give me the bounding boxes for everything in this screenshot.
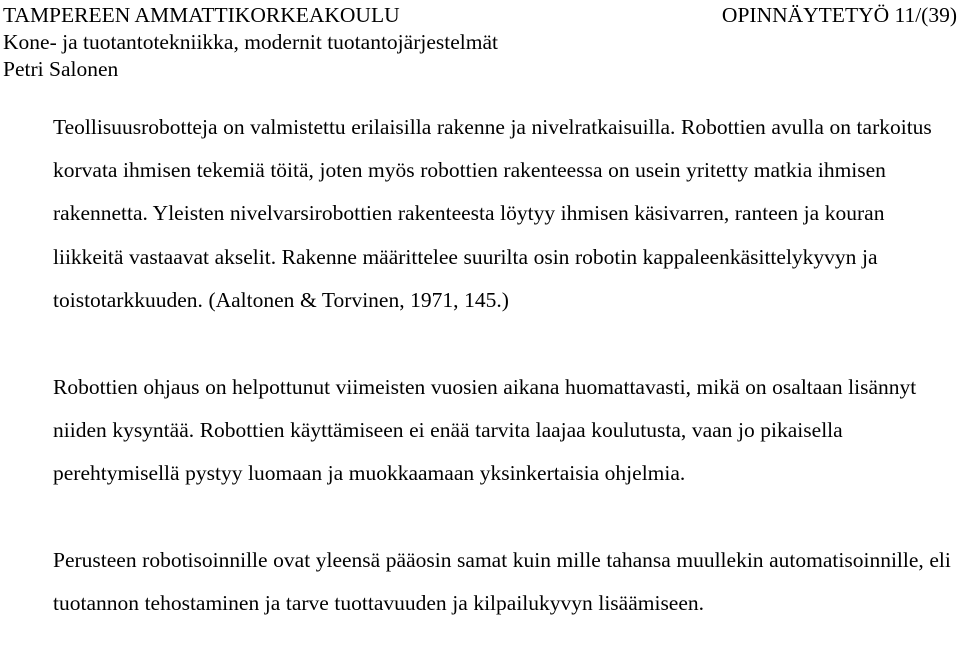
- page-header: [3, 2, 957, 83]
- paragraph-3: Perusteen robotisoinnille ovat yleensä pääosin samat kuin mille tahansa muullekin automatisoinnille, eli tuotannon tehostaminen ja tarve tuottavuuden ja kilpailukyvyn lisäämiseen.: [53, 547, 951, 615]
- program-name: Kone- ja tuotantotekniikka, modernit tuotantojärjestelmät: [3, 30, 498, 54]
- author-name: Petri Salonen: [3, 57, 119, 81]
- page-info: OPINNÄYTETYÖ 11/(39): [721, 3, 957, 27]
- paragraph-1: Teollisuusrobotteja on valmistettu erilaisilla rakenne ja nivelratkaisuilla. Robottien avulla on tarkoitus korvata ihmisen tekemiä töitä, joten myös robottien rakenteessa on usein yritetty matkia ihmisen rakennetta. Yleisten nivelvarsirobottien rakenteesta löytyy ihmisen käsivarren, ranteen ja kouran liikkeitä vastaavat akselit. Rakenne määrittelee suurilta osin robotin kappaleenkäsittelykyvyn ja toistotarkkuuden. (Aaltonen & Torvinen, 1971, 145.): [53, 115, 932, 312]
- document-body: [53, 106, 958, 625]
- header-top-row: [3, 2, 957, 29]
- paragraph-2: Robottien ohjaus on helpottunut viimeisten vuosien aikana huomattavasti, mikä on osaltaan lisännyt niiden kysyntää. Robottien käyttämiseen ei enää tarvita laajaa koulutusta, vaan jo pikaisella perehtymisellä pystyy luomaan ja muokkaamaan yksinkertaisia ohjelmia.: [53, 374, 917, 485]
- institution-name: TAMPEREEN AMMATTIKORKEAKOULU: [3, 3, 400, 27]
